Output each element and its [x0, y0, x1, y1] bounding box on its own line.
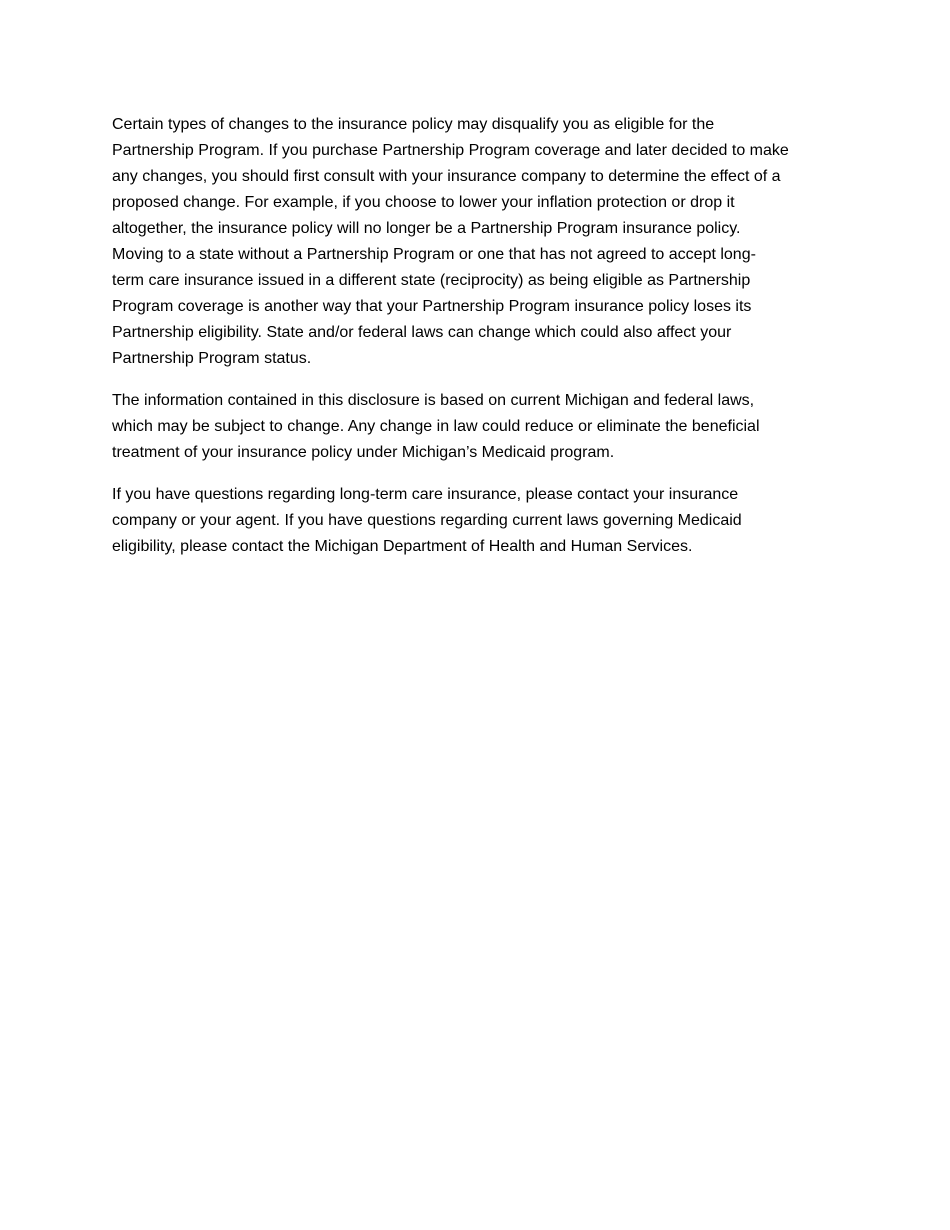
text-line: If you have questions regarding long-term care insurance, please contact your insurance: [112, 486, 739, 503]
text-line: term care insurance issued in a different state (reciprocity) as being eligible as Partnership: [112, 272, 751, 289]
text-line: Partnership Program status.: [112, 350, 312, 367]
text-line: Moving to a state without a Partnership Program or one that has not agreed to accept long-: [112, 246, 756, 263]
text-line: Program coverage is another way that your Partnership Program insurance policy loses its: [112, 298, 752, 315]
text-line: eligibility, please contact the Michigan Department of Health and Human Services.: [112, 538, 693, 555]
paragraph-contact-info: [112, 482, 842, 560]
paragraph-eligibility-changes: [112, 112, 842, 372]
text-line: treatment of your insurance policy under Michigan’s Medicaid program.: [112, 444, 615, 461]
text-line: which may be subject to change. Any change in law could reduce or eliminate the beneficial: [112, 418, 760, 435]
text-line: any changes, you should first consult with your insurance company to determine the effect of a: [112, 168, 781, 185]
text-line: Partnership eligibility. State and/or federal laws can change which could also affect your: [112, 324, 732, 341]
text-line: Certain types of changes to the insurance policy may disqualify you as eligible for the: [112, 116, 715, 133]
text-line: altogether, the insurance policy will no longer be a Partnership Program insurance policy.: [112, 220, 741, 237]
text-line: The information contained in this disclosure is based on current Michigan and federal laws,: [112, 392, 755, 409]
text-line: proposed change. For example, if you choose to lower your inflation protection or drop it: [112, 194, 735, 211]
text-line: Partnership Program. If you purchase Partnership Program coverage and later decided to make: [112, 142, 789, 159]
paragraph-law-disclosure: [112, 388, 842, 466]
text-line: company or your agent. If you have questions regarding current laws governing Medicaid: [112, 512, 742, 529]
disclosure-body: [112, 112, 842, 576]
